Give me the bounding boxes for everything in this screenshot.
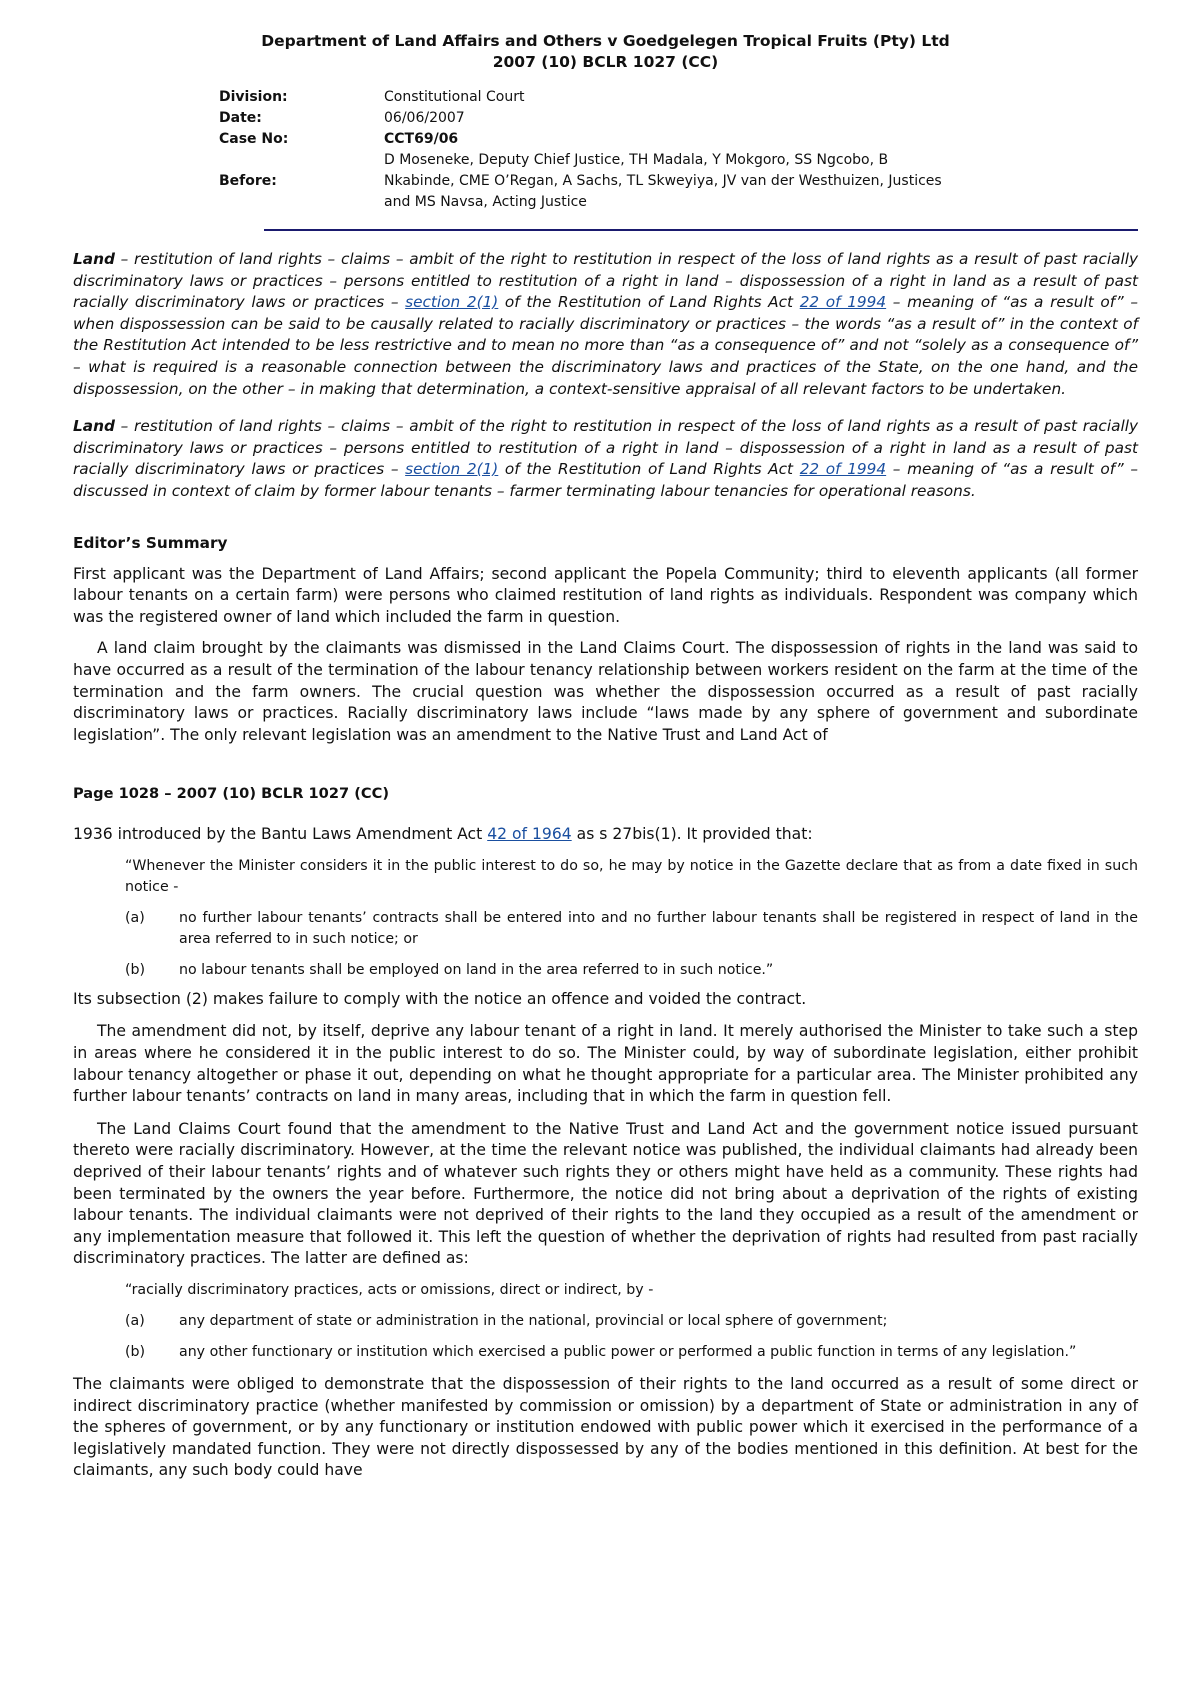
flynote-1-lead: Land <box>73 250 115 268</box>
list-item-label: (b) <box>125 961 146 978</box>
date-label: Date: <box>219 110 262 126</box>
summary-paragraph: The amendment did not, by itself, deprive any labour tenant of a right in land. It merely authorised the Minister to take such a step in areas where he considered it in the public interest to do so. The Minister could, by way of subordinate legislation, either prohibit labour tenancy altogether or phase it out, depending on what he thought appropriate for a particular area. The Minister prohibited any further labour tenants’ contracts on land in many areas, including that in which the farm in question fell. <box>73 1022 1138 1106</box>
date-value: 06/06/2007 <box>384 110 465 126</box>
flynote-1 <box>73 249 1138 400</box>
flynote-2-lead: Land <box>73 417 115 436</box>
header-divider <box>264 229 1138 231</box>
list-item-text: any department of state or administration in the national, provincial or local sphere of government; <box>179 1313 888 1329</box>
summary-paragraph <box>73 824 1138 846</box>
flynote-2-text-a: – restitution of land rights – claims – ambit of the right to restitution in respect of the loss of land rights as a result of past racially discriminatory laws or practices – persons entitled to restitution of a right in land – dispossession of a right in land as a result of past racially discriminatory laws or practices – <box>73 417 1138 479</box>
division-label: Division: <box>219 89 288 105</box>
summary-paragraph: The claimants were obliged to demonstrate that the dispossession of their rights to the land occurred as a result of some direct or indirect discriminatory practice (whether manifested by commission or omission) by a department of State or administration in any of the spheres of government, or by any functionary or institution endowed with public power which it exercised in the performance of a legislatively mandated function. They were not directly dispossessed by any of the bodies mentioned in this definition. At best for the claimants, any such body could have <box>73 1375 1138 1480</box>
case-title-line1: Department of Land Affairs and Others v Goedgelegen Tropical Fruits (Pty) Ltd <box>261 32 950 50</box>
flynote-1-text-c: – meaning of “as a result of” – when dispossession can be said to be causally related to racially discriminatory or practices – the words “as a result of” in the context of the Restitution Act intended to be less restrictive and to mean no more than “as a consequence of” and not “solely as a consequence of” – what is required is a reasonable connection between the discriminatory laws and practices of the State, on the one hand, and the dispossession, on the other – in making that determination, a context-sensitive appraisal of all relevant factors to be undertaken. <box>73 293 1138 398</box>
act-22-of-1994-link[interactable]: 22 of 1994 <box>799 293 887 312</box>
quotation: “racially discriminatory practices, acts or omissions, direct or indirect, by - <box>125 1282 654 1298</box>
summary-paragraph: First applicant was the Department of Land Affairs; second applicant the Popela Community; third to eleventh applicants (all former labour tenants on a certain farm) were persons who claimed restitution of land rights as individuals. Respondent was company which was the registered owner of land which included the farm in question. <box>73 564 1138 626</box>
document-page <box>73 0 1138 1482</box>
division-value: Constitutional Court <box>384 89 525 105</box>
act-22-of-1994-link[interactable]: 22 of 1994 <box>799 460 887 479</box>
before-value: D Moseneke, Deputy Chief Justice, TH Madala, Y Mokgoro, SS Ngcobo, B Nkabinde, CME O’Regan, A Sachs, TL Skweyiya, JV van der Westhuizen, Justices and MS Navsa, Acting Justice <box>384 152 942 210</box>
paragraph-text: as s 27bis(1). It provided that: <box>571 825 813 844</box>
page-heading: Page 1028 – 2007 (10) BCLR 1027 (CC) <box>73 785 389 803</box>
quotation-list-item <box>125 908 1138 950</box>
flynote-1-text-a: – restitution of land rights – claims – ambit of the right to restitution in respect of the loss of land rights as a result of past racially discriminatory laws or practices – persons entitled to restitution of a right in land – dispossession of a right in land as a result of past racially discriminatory laws or practices – <box>73 250 1138 312</box>
caseno-label: Case No: <box>219 131 289 147</box>
flynote-2 <box>73 416 1138 502</box>
editors-summary-heading: Editor’s Summary <box>73 533 228 552</box>
case-metadata-table <box>219 87 944 213</box>
list-item-label: (a) <box>125 1313 145 1329</box>
list-item-label: (a) <box>125 909 145 926</box>
quotation: “Whenever the Minister considers it in the public interest to do so, he may by notice in the Gazette declare that as from a date fixed in such notice - <box>125 857 1138 895</box>
summary-paragraph: The Land Claims Court found that the amendment to the Native Trust and Land Act and the government notice issued pursuant thereto were racially discriminatory. However, at the time the relevant notice was published, the individual claimants had already been deprived of their labour tenants’ rights and of whatever such rights they or others might have held as a community. These rights had been terminated by the owners the year before. Furthermore, the notice did not bring about a deprivation of the rights of existing labour tenants. The individual claimants were not deprived of their rights to the land they occupied as a result of the amendment or any implementation measure that followed it. This left the question of whether the deprivation of rights had resulted from past racially discriminatory practices. The latter are defined as: <box>73 1119 1138 1268</box>
section-2-1-link[interactable]: section 2(1) <box>405 460 499 479</box>
caseno-value: CCT69/06 <box>384 131 459 147</box>
act-42-of-1964-link[interactable]: 42 of 1964 <box>487 825 572 844</box>
list-item-label: (b) <box>125 1344 146 1360</box>
case-citation: 2007 (10) BCLR 1027 (CC) <box>492 53 719 71</box>
paragraph-text: 1936 introduced by the Bantu Laws Amendment Act <box>73 825 488 844</box>
list-item-text: any other functionary or institution which exercised a public power or performed a public function in terms of any legislation.” <box>179 1344 1077 1360</box>
quotation-list-item <box>125 1342 1138 1363</box>
summary-paragraph: A land claim brought by the claimants was dismissed in the Land Claims Court. The dispossession of rights in the land was said to have occurred as a result of the termination of the labour tenancy relationship between workers resident on the farm at the time of the termination and the farm owners. The crucial question was whether the dispossession occurred as a result of past racially discriminatory laws or practices. Racially discriminatory laws include “laws made by any sphere of government and subordinate legislation”. The only relevant legislation was an amendment to the Native Trust and Land Act of <box>73 639 1138 744</box>
case-title <box>73 31 1138 73</box>
list-item-text: no further labour tenants’ contracts shall be entered into and no further labour tenants shall be registered in respect of land in the area referred to in such notice; or <box>179 909 1138 947</box>
quotation-list-item <box>125 960 1138 981</box>
list-item-text: no labour tenants shall be employed on land in the area referred to in such notice.” <box>179 961 774 978</box>
section-2-1-link[interactable]: section 2(1) <box>405 293 499 312</box>
flynote-2-text-b: of the Restitution of Land Rights Act <box>498 460 800 479</box>
before-label: Before: <box>219 173 277 189</box>
flynote-2-text-c: – meaning of “as a result of” – discussed in context of claim by former labour tenants – farmer terminating labour tenancies for operational reasons. <box>73 460 1138 500</box>
summary-paragraph: Its subsection (2) makes failure to comply with the notice an offence and voided the contract. <box>73 989 807 1008</box>
flynote-1-text-b: of the Restitution of Land Rights Act <box>498 293 800 312</box>
quotation-list-item <box>125 1311 1138 1332</box>
